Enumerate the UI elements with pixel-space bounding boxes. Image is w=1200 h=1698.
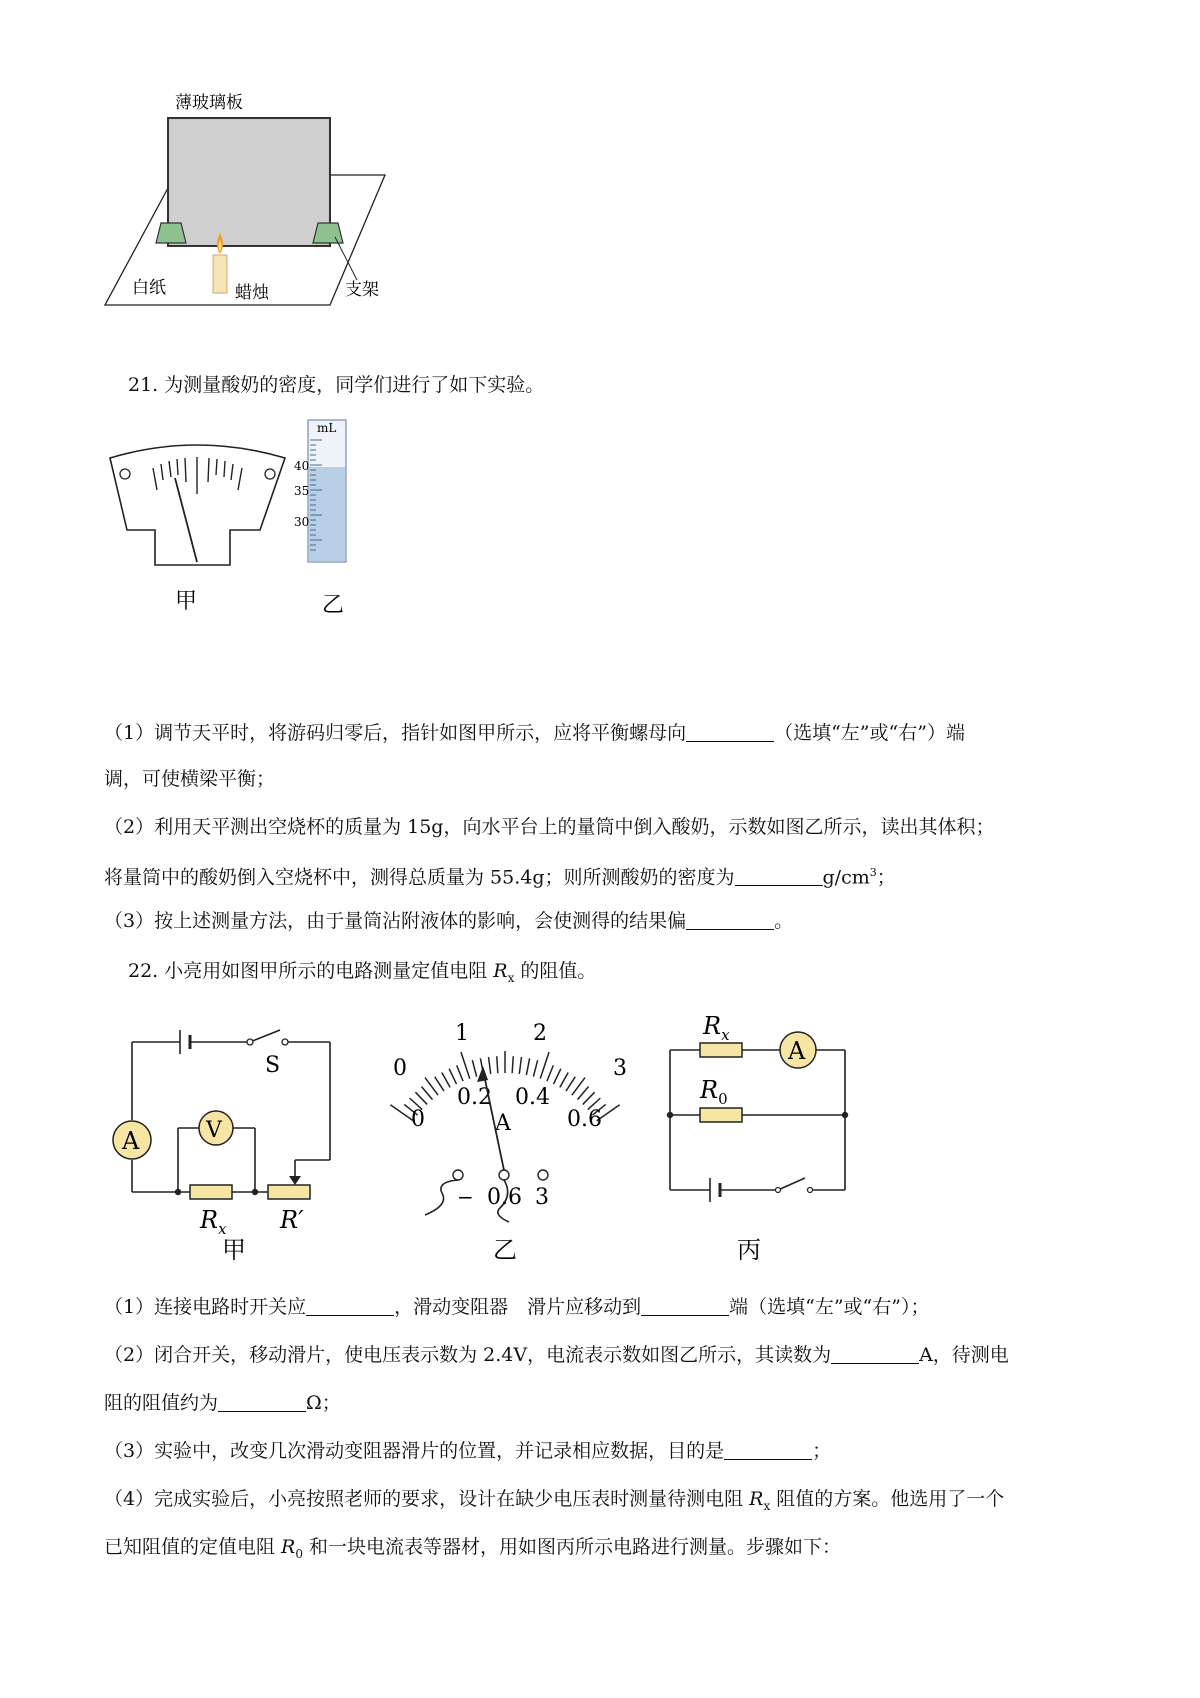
cylinder-unit: mL xyxy=(317,421,337,435)
dial-tick xyxy=(489,1057,491,1074)
q22-part2-line1 xyxy=(104,1340,1009,1370)
q22-stem-text-a: 22. 小亮用如图甲所示的电路测量定值电阻 xyxy=(128,960,494,982)
top-scale-3: 3 xyxy=(613,1056,627,1081)
q22-part2-text-a: （2）闭合开关，移动滑片，使电压表示数为 2.4V，电流表示数如图乙所示，其读数为 xyxy=(104,1344,832,1366)
dial-tick xyxy=(540,1052,549,1079)
top-scale-1: 1 xyxy=(455,1021,469,1046)
q21-part1-line2: 调，可使横梁平衡； xyxy=(104,768,276,790)
q22-part1-text-a: （1）连接电路时开关应 xyxy=(104,1296,307,1318)
q21-part3-end: 。 xyxy=(774,910,794,932)
circuit-c-rx xyxy=(702,1012,730,1044)
q22-part4-r0: R xyxy=(281,1536,296,1558)
q22-part3-blank[interactable] xyxy=(724,1439,812,1460)
dial-tick xyxy=(566,1077,575,1091)
cylinder-tick-30: 30 xyxy=(294,515,310,529)
q22-part4-rx: R xyxy=(749,1488,764,1510)
q22-part4-text-b: 阻值的方案。他选用了一个 xyxy=(770,1488,1005,1510)
circuit-c-r0 xyxy=(699,1076,728,1108)
q21-part2-unit: g/cm xyxy=(822,866,870,889)
q21-part3-blank[interactable] xyxy=(686,909,774,930)
q21-part1-text-b: （选填“左”或“右”）端 xyxy=(774,722,965,744)
cylinder-tick-40: 40 xyxy=(294,459,310,473)
mirror-experiment-figure xyxy=(95,85,415,325)
balance-pointer-figure xyxy=(105,440,290,620)
label-glass-plate: 薄玻璃板 xyxy=(175,93,243,113)
fig-b-label: 乙 xyxy=(322,593,345,618)
dial-tick xyxy=(554,1069,561,1084)
dial-tick xyxy=(449,1069,456,1084)
q21-part2-blank[interactable] xyxy=(735,865,823,886)
bottom-scale-0.4: 0.4 xyxy=(515,1085,550,1110)
dial-tick xyxy=(560,1073,568,1088)
terminal-0.6: 0.6 xyxy=(487,1185,522,1210)
label-candle: 蜡烛 xyxy=(235,283,269,303)
q22-part1-text-b: ，滑动变阻器 滑片应移动到 xyxy=(394,1296,642,1318)
fig-a-label: 甲 xyxy=(175,589,198,614)
label-stand: 支架 xyxy=(345,280,379,300)
dial-tick xyxy=(461,1052,470,1079)
dial-tick xyxy=(442,1073,450,1088)
q21-part2-end: ； xyxy=(876,866,896,889)
q21-part1-line1 xyxy=(104,718,965,748)
q22-part2-blank-1[interactable] xyxy=(831,1343,919,1364)
q22-part1-text-c: 端（选填“左”或“右”）； xyxy=(729,1296,930,1318)
bottom-scale-0.6: 0.6 xyxy=(567,1107,602,1132)
circuit-a-switch: S xyxy=(265,1053,281,1078)
q22-part1-blank-2[interactable] xyxy=(641,1295,729,1316)
q22-part3-line xyxy=(104,1436,831,1466)
circuit-a-rprime: R′ xyxy=(280,1206,304,1234)
circuit-a-rx-sub: x xyxy=(218,1220,227,1238)
circuit-a-rx-r: R xyxy=(200,1206,219,1234)
dial-tick xyxy=(547,1065,553,1081)
q22-part2-line2 xyxy=(104,1388,341,1418)
meter-unit: A xyxy=(495,1111,511,1136)
q22-part1-line xyxy=(104,1292,929,1322)
ammeter-dial-figure xyxy=(393,1010,685,1264)
graduated-cylinder-figure xyxy=(290,420,370,620)
q21-part2-text-b: 将量筒中的酸奶倒入空烧杯中，测得总质量为 55.4g；则所测酸奶的密度为 xyxy=(104,866,735,889)
top-scale-2: 2 xyxy=(533,1021,547,1046)
q22-stem-rx-sub: x xyxy=(507,970,515,985)
q21-part3-text: （3）按上述测量方法，由于量筒沾附液体的影响，会使测得的结果偏 xyxy=(104,910,687,932)
q22-part2-text-c: 阻的阻值约为 xyxy=(104,1392,219,1414)
q22-part3-text: （3）实验中，改变几次滑动变阻器滑片的位置，并记录相应数据，目的是 xyxy=(104,1440,725,1462)
dial-tick xyxy=(422,1087,433,1100)
bottom-scale-0: 0 xyxy=(411,1107,425,1132)
cylinder-tick-35: 35 xyxy=(294,484,310,498)
circuit-c-ammeter: A xyxy=(788,1037,806,1065)
q22-part2-blank-2[interactable] xyxy=(218,1391,306,1412)
dial-tick xyxy=(583,1092,595,1104)
fig-b-label-q22: 乙 xyxy=(493,1236,517,1264)
circuit-c-rx-r: R xyxy=(703,1012,722,1040)
dial-tick xyxy=(497,1056,498,1073)
q21-stem: 21. 为测量酸奶的密度，同学们进行了如下实验。 xyxy=(128,374,545,396)
dial-tick xyxy=(457,1065,463,1081)
dial-tick xyxy=(512,1056,513,1073)
q21-part1-text-a: （1）调节天平时，将游码归零后，指针如图甲所示，应将平衡螺母向 xyxy=(104,722,687,744)
fig-a-label-q22: 甲 xyxy=(222,1236,246,1264)
circuit-a-figure xyxy=(100,1020,380,1264)
dial-tick xyxy=(533,1060,537,1076)
terminal-minus: − xyxy=(457,1185,474,1209)
circuit-c-r0-r: R xyxy=(700,1076,719,1104)
dial-tick xyxy=(435,1077,444,1091)
terminal-3: 3 xyxy=(535,1185,549,1210)
dial-tick xyxy=(526,1058,529,1075)
q21-part2-line1: （2）利用天平测出空烧杯的质量为 15g，向水平台上的量筒中倒入酸奶，示数如图乙所示，读出其体积； xyxy=(104,816,995,838)
q22-stem-rx: R xyxy=(493,960,508,982)
q22-part4-text-c: 已知阻值的定值电阻 xyxy=(104,1536,282,1558)
dial-tick xyxy=(415,1092,427,1104)
q22-part2-text-b: A，待测电 xyxy=(919,1344,1009,1366)
q22-part2-text-d: Ω； xyxy=(306,1392,341,1414)
q22-part4-r0-sub: 0 xyxy=(295,1546,303,1561)
label-white-paper: 白纸 xyxy=(132,278,166,298)
dial-tick xyxy=(577,1087,588,1100)
q22-part4-line1 xyxy=(104,1484,1004,1521)
q22-stem xyxy=(128,956,596,993)
circuit-c-rx-sub: x xyxy=(721,1026,730,1044)
circuit-a-rx xyxy=(199,1206,227,1238)
circuit-c-r0-sub: 0 xyxy=(718,1090,728,1108)
q22-stem-text-b: 的阻值。 xyxy=(514,960,597,982)
top-scale-0: 0 xyxy=(393,1056,407,1081)
q21-part2-unit-exp: 3 xyxy=(869,866,877,879)
q22-part3-end: ； xyxy=(812,1440,832,1462)
bottom-scale-0.2: 0.2 xyxy=(457,1085,492,1110)
circuit-a-voltmeter: V xyxy=(206,1118,222,1143)
q22-part4-rx-sub: x xyxy=(763,1498,771,1513)
q22-part1-blank-1[interactable] xyxy=(306,1295,394,1316)
fig-c-label-q22: 丙 xyxy=(737,1236,761,1264)
dial-tick xyxy=(519,1057,521,1074)
q21-part3-line xyxy=(104,906,793,936)
q21-part2-line2 xyxy=(104,858,896,892)
dial-tick xyxy=(472,1060,476,1076)
circuit-c-figure xyxy=(655,1010,885,1264)
circuit-a-ammeter: A xyxy=(122,1127,140,1155)
q22-part4-line2 xyxy=(104,1532,841,1569)
q21-part1-blank[interactable] xyxy=(686,721,774,742)
dial-tick xyxy=(390,1105,413,1121)
q22-part4-text-a: （4）完成实验后，小亮按照老师的要求，设计在缺少电压表时测量待测电阻 xyxy=(104,1488,750,1510)
q22-part4-text-d: 和一块电流表等器材，用如图丙所示电路进行测量。步骤如下： xyxy=(303,1536,842,1558)
